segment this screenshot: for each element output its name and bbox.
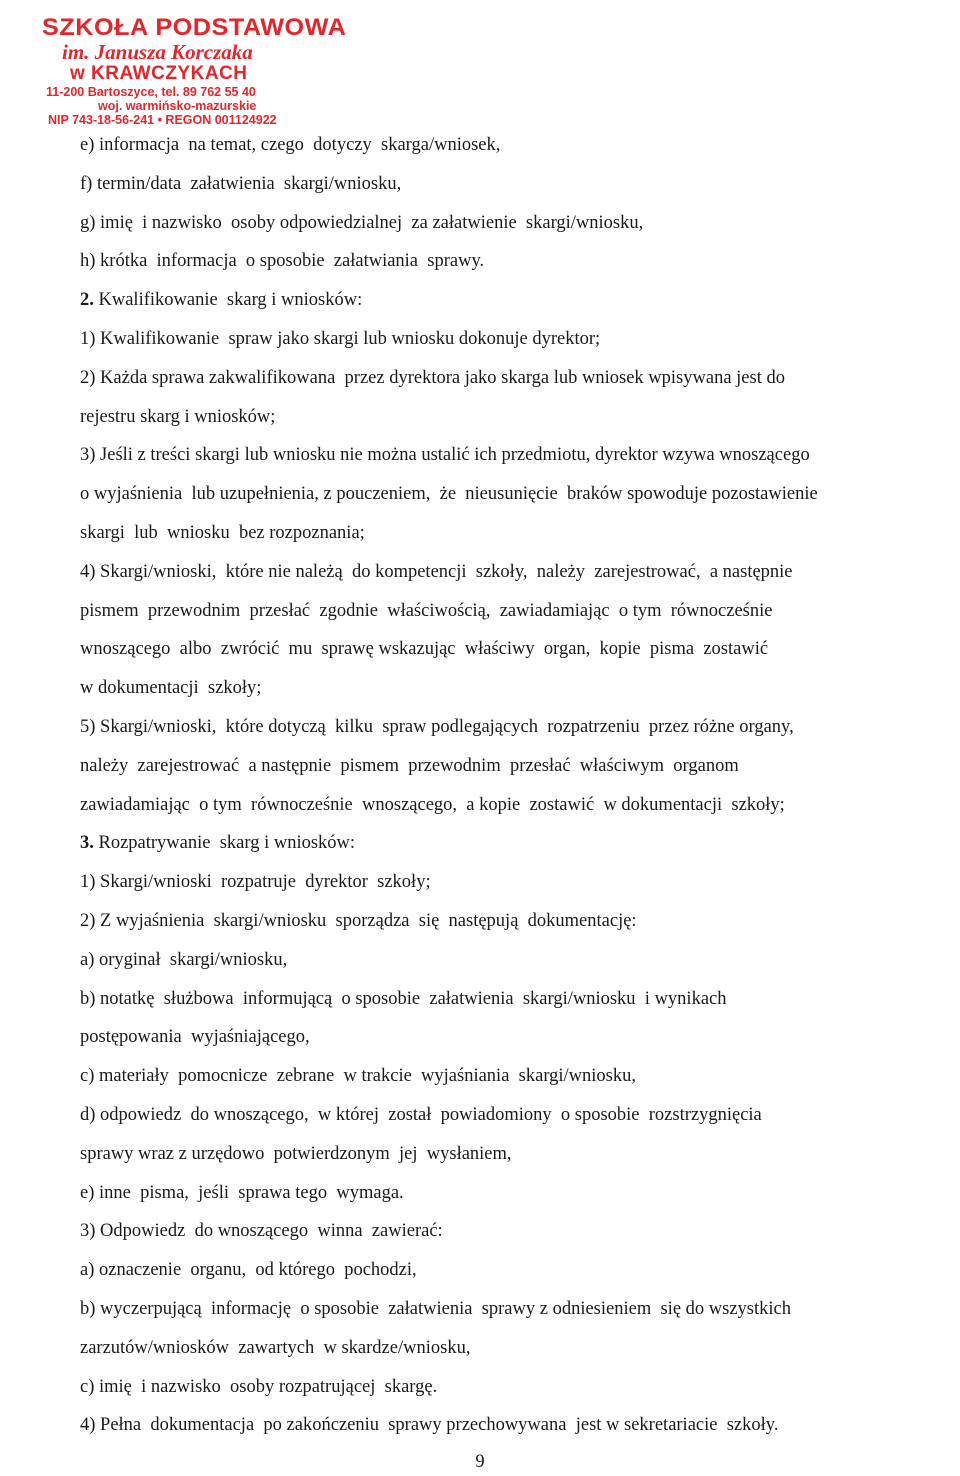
line-text: h) krótka informacja o sposobie załatwiania sprawy.: [80, 251, 485, 272]
section-number: 3.: [80, 833, 94, 854]
text-line: [80, 669, 940, 708]
line-text: 3) Odpowiedz do wnoszącego winna zawierać:: [80, 1221, 443, 1242]
stamp-location: w KRAWCZYKACH: [70, 63, 248, 84]
text-line: [80, 553, 940, 592]
line-text: b) notatkę służbowa informującą o sposobie załatwienia skargi/wniosku i wynikach: [80, 988, 727, 1009]
text-line: [80, 281, 940, 320]
stamp-nip-regon: NIP 743-18-56-241 • REGON 001124922: [48, 113, 277, 127]
text-line: [80, 1290, 940, 1329]
text-line: [80, 863, 940, 902]
text-line: [80, 398, 940, 437]
text-line: [80, 165, 940, 204]
text-line: [80, 824, 940, 863]
text-line: [80, 1368, 940, 1407]
stamp-patron: im. Janusza Korczaka: [62, 40, 253, 64]
text-line: [80, 242, 940, 281]
text-line: [80, 1174, 940, 1213]
line-text: 1) Skargi/wnioski rozpatruje dyrektor szkoły;: [80, 872, 431, 893]
school-stamp: [40, 14, 347, 127]
text-line: [80, 320, 940, 359]
line-text: 5) Skargi/wnioski, które dotyczą kilku spraw podlegających rozpatrzeniu przez różne organy,: [80, 716, 794, 737]
text-line: [80, 1018, 940, 1057]
text-line: [80, 1251, 940, 1290]
section-number: 2.: [80, 290, 94, 311]
line-text: 1) Kwalifikowanie spraw jako skargi lub wniosku dokonuje dyrektor;: [80, 328, 601, 349]
stamp-address: 11-200 Bartoszyce, tel. 89 762 55 40: [46, 85, 256, 99]
text-line: [80, 126, 940, 165]
text-line: [80, 747, 940, 786]
line-text: a) oznaczenie organu, od którego pochodzi,: [80, 1260, 417, 1281]
line-text: w dokumentacji szkoły;: [80, 678, 262, 699]
line-text: c) materiały pomocnicze zebrane w trakcie wyjaśniania skargi/wniosku,: [80, 1066, 636, 1087]
line-text: pismem przewodnim przesłać zgodnie właściwością, zawiadamiając o tym równocześnie: [80, 600, 773, 621]
line-text: należy zarejestrować a następnie pismem przewodnim przesłać właściwym organom: [80, 755, 739, 776]
text-line: [80, 941, 940, 980]
line-text: e) informacja na temat, czego dotyczy skarga/wniosek,: [80, 135, 501, 155]
text-line: [80, 902, 940, 941]
text-line: [80, 359, 940, 398]
text-line: [80, 630, 940, 669]
line-text: zawiadamiając o tym równocześnie wnoszącego, a kopie zostawić w dokumentacji szkoły;: [80, 794, 785, 815]
line-text: e) inne pisma, jeśli sprawa tego wymaga.: [80, 1182, 404, 1203]
text-line: [80, 436, 940, 475]
text-line: [80, 592, 940, 631]
line-text: o wyjaśnienia lub uzupełnienia, z pouczeniem, że nieusunięcie braków spowoduje pozostawienie: [80, 484, 818, 505]
stamp-school-name: SZKOŁA PODSTAWOWA: [42, 14, 347, 41]
line-text: wnoszącego albo zwrócić mu sprawę wskazując właściwy organ, kopie pisma zostawić: [80, 639, 769, 660]
document-body: [80, 126, 940, 1445]
line-text: f) termin/data załatwienia skargi/wniosku,: [80, 173, 402, 194]
line-text: 4) Skargi/wnioski, które nie należą do kompetencji szkoły, należy zarejestrować, a następnie: [80, 561, 793, 582]
page-number: 9: [475, 1452, 485, 1472]
text-line: [80, 1135, 940, 1174]
stamp-voivodeship: woj. warmińsko-mazurskie: [98, 99, 257, 113]
line-text: 2) Z wyjaśnienia skargi/wniosku sporządza się następują dokumentację:: [80, 910, 637, 931]
text-line: [80, 1057, 940, 1096]
text-line: [80, 1406, 940, 1445]
line-text: g) imię i nazwisko osoby odpowiedzialnej za załatwienie skargi/wniosku,: [80, 212, 644, 233]
line-text: sprawy wraz z urzędowo potwierdzonym jej wysłaniem,: [80, 1143, 512, 1164]
line-text: Kwalifikowanie skarg i wniosków:: [93, 290, 363, 311]
line-text: b) wyczerpującą informację o sposobie załatwienia sprawy z odniesieniem się do wszystkich: [80, 1298, 791, 1319]
line-text: skargi lub wniosku bez rozpoznania;: [80, 522, 365, 543]
text-line: [80, 475, 940, 514]
text-line: [80, 204, 940, 243]
text-line: [80, 980, 940, 1019]
text-line: [80, 1329, 940, 1368]
line-text: Rozpatrywanie skarg i wniosków:: [93, 833, 356, 854]
line-text: 3) Jeśli z treści skargi lub wniosku nie można ustalić ich przedmiotu, dyrektor wzywa wnoszącego: [80, 445, 810, 466]
text-line: [80, 708, 940, 747]
line-text: 2) Każda sprawa zakwalifikowana przez dyrektora jako skarga lub wniosek wpisywana jest do: [80, 367, 785, 388]
line-text: postępowania wyjaśniającego,: [80, 1027, 310, 1048]
text-line: [80, 514, 940, 553]
line-text: rejestru skarg i wniosków;: [80, 406, 276, 427]
text-line: [80, 786, 940, 825]
line-text: a) oryginał skargi/wniosku,: [80, 949, 288, 970]
line-text: d) odpowiedz do wnoszącego, w której został powiadomiony o sposobie rozstrzygnięcia: [80, 1104, 762, 1125]
text-line: [80, 1212, 940, 1251]
line-text: c) imię i nazwisko osoby rozpatrującej skargę.: [80, 1376, 438, 1397]
line-text: 4) Pełna dokumentacja po zakończeniu sprawy przechowywana jest w sekretariacie szkoły.: [80, 1415, 779, 1436]
line-text: zarzutów/wniosków zawartych w skardze/wniosku,: [80, 1337, 471, 1358]
text-line: [80, 1096, 940, 1135]
